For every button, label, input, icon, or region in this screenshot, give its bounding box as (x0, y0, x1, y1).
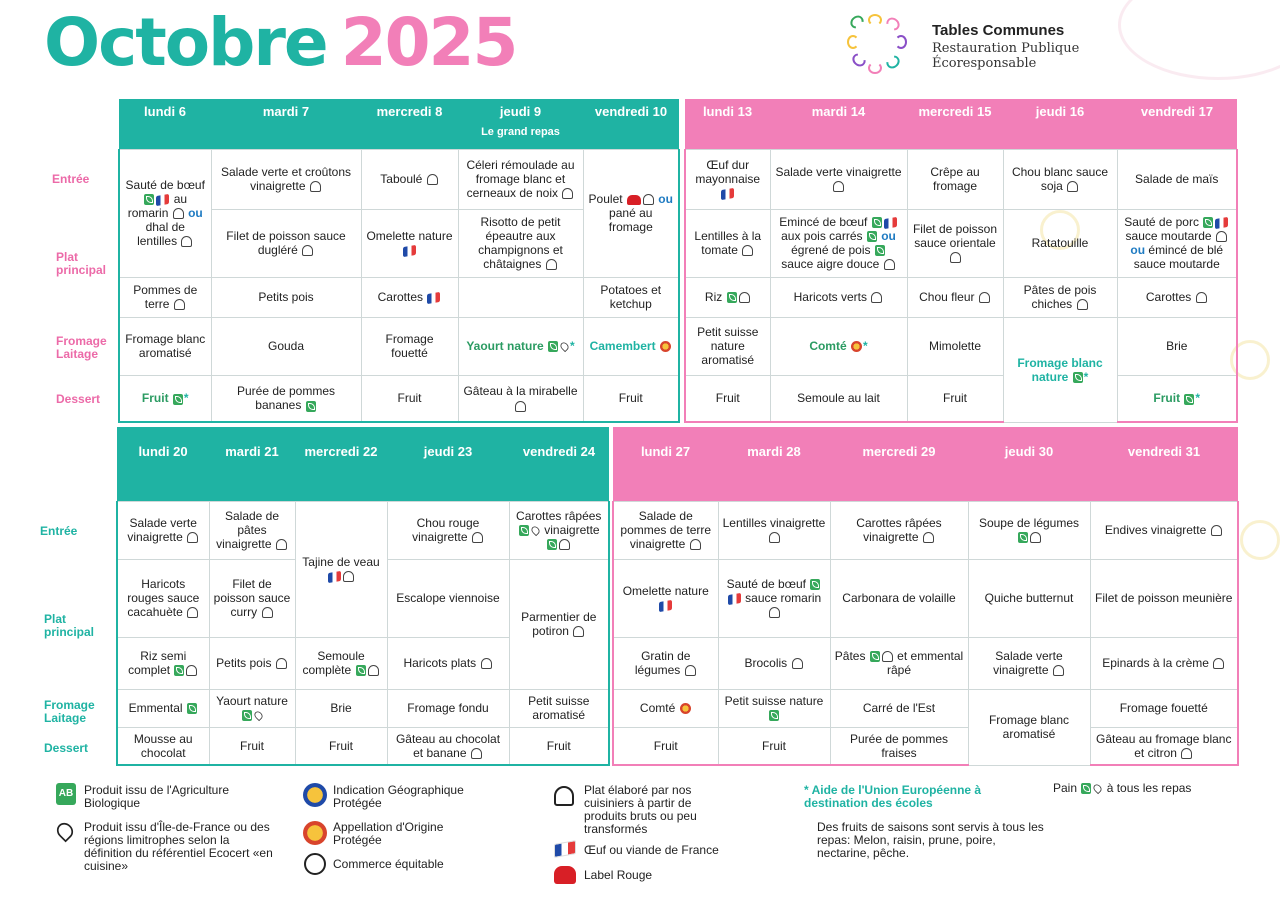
menu-cell: Haricots rouges sauce cacahuète (117, 559, 209, 637)
menu-cell: Taboulé (361, 149, 458, 209)
menu-cell: Salade verte vinaigrette (968, 637, 1090, 689)
entree-row (119, 149, 1237, 209)
bio-icon (356, 665, 366, 676)
menu-cell: Filet de poisson sauce orientale (907, 209, 1003, 277)
chef-hat-icon (559, 539, 570, 550)
eu-star-icon: * (1195, 391, 1201, 406)
bio-icon (174, 665, 184, 676)
menu-cell: Comté (613, 689, 718, 727)
bio-icon (144, 194, 154, 205)
bio-icon (187, 703, 197, 714)
menu-cell: Mousse au chocolat (117, 727, 209, 765)
day-header: jeudi 16 (1003, 99, 1117, 149)
bio-icon: AB (56, 783, 76, 805)
menu-cell: Fromage fouetté (361, 317, 458, 375)
menu-cell: Carottes râpées vinaigrette (830, 501, 968, 559)
chef-hat-icon (871, 292, 882, 303)
legend-bio: Produit issu de l'Agriculture Biologique (84, 783, 230, 810)
location-pin-icon (530, 525, 541, 536)
menu-cell: Quiche butternut (968, 559, 1090, 637)
eu-star-icon: * (863, 339, 868, 353)
menu-cell: Gouda (211, 317, 361, 375)
eu-star-icon: * (183, 391, 189, 406)
france-flag-icon (427, 292, 440, 304)
menu-cell: Yaourt nature (209, 689, 295, 727)
day-header: jeudi 30 (968, 427, 1090, 501)
chef-hat-icon (276, 658, 287, 669)
bio-icon (1081, 783, 1091, 794)
chef-hat-icon (769, 607, 780, 618)
france-flag-icon (721, 188, 734, 200)
brand-block (848, 14, 1108, 80)
menu-cell: Fruit (718, 727, 830, 765)
menu-cell: Fromage blanc aromatisé (968, 689, 1090, 765)
menu-cell: Salade verte vinaigrette (117, 501, 209, 559)
menu-cell: Gâteau à la mirabelle (458, 375, 583, 422)
menu-cell: Fruit (613, 727, 718, 765)
menu-cell: Carottes râpées vinaigrette (509, 501, 609, 559)
menu-cell: Omelette nature (613, 559, 718, 637)
menu-cell: Filet de poisson sauce dugléré (211, 209, 361, 277)
tables-communes-logo (848, 14, 914, 80)
chef-hat-icon (1030, 532, 1041, 543)
menu-cell: Gâteau au chocolat et banane (387, 727, 509, 765)
year-title: 2025 (340, 4, 517, 81)
menu-cell: Omelette nature (361, 209, 458, 277)
chef-hat-icon (1067, 181, 1078, 192)
menu-cell: Comté * (770, 317, 907, 375)
bio-icon (1203, 217, 1213, 228)
chef-hat-icon (262, 607, 273, 618)
menu-cell: Salade de pâtes vinaigrette (209, 501, 295, 559)
chef-hat-icon (882, 651, 893, 662)
menu-cell: Fruit (583, 375, 679, 422)
menu-cell: Brie (295, 689, 387, 727)
row-label-plat: Plat principal (44, 612, 95, 639)
day-header: mercredi 8 (361, 99, 458, 149)
menu-cell: Mimolette (907, 317, 1003, 375)
menu-cell: Chou blanc sauce soja (1003, 149, 1117, 209)
day-header: mardi 14 (770, 99, 907, 149)
bio-icon (872, 217, 882, 228)
legend-fruits: Des fruits de saisons sont servis à tous les repas: Melon, raisin, prune, poire, nectarine, pêche. (817, 820, 1044, 860)
france-flag-icon (728, 593, 741, 605)
menu-cell: Riz semi complet (117, 637, 209, 689)
chef-hat-icon (310, 181, 321, 192)
garniture-row (119, 277, 1237, 317)
menu-cell: Crêpe au fromage (907, 149, 1003, 209)
menu-cell: Fruit (361, 375, 458, 422)
eu-star-icon: * (1083, 369, 1089, 384)
aop-icon (680, 703, 691, 714)
menu-cell: Camembert (583, 317, 679, 375)
france-flag-icon (403, 245, 416, 257)
brand-name: Tables Communes (932, 22, 1065, 39)
menu-cell: Fruit (295, 727, 387, 765)
bio-icon (810, 579, 820, 590)
menu-cell: Tajine de veau (295, 501, 387, 637)
menu-cell: Poulet ou pané au fromage (583, 149, 679, 277)
chef-hat-icon (174, 299, 185, 310)
location-pin-icon (252, 710, 263, 721)
france-flag-icon (156, 194, 169, 206)
menu-cell: Fromage blanc aromatisé (119, 317, 211, 375)
bio-icon (547, 539, 557, 550)
menu-cell: Salade de pommes de terre vinaigrette (613, 501, 718, 559)
day-header: mercredi 29 (830, 427, 968, 501)
menu-cell: Epinards à la crème (1090, 637, 1238, 689)
chef-hat-icon (1196, 292, 1207, 303)
menu-cell: Fruit (685, 375, 770, 422)
bio-icon (1073, 372, 1083, 383)
chef-hat-icon (950, 252, 961, 263)
bio-icon (242, 710, 252, 721)
chef-hat-icon (186, 665, 197, 676)
menu-cell: Endives vinaigrette (1090, 501, 1238, 559)
fromage-row (119, 317, 1237, 375)
row-label-dessert: Dessert (44, 741, 89, 755)
menu-cell: Pommes de terre (119, 277, 211, 317)
legend-aop: Appellation d'Origine Protégée (333, 820, 444, 847)
menu-cell: Salade de maïs (1117, 149, 1237, 209)
chef-hat-icon (769, 532, 780, 543)
menu-cell: Ratatouille (1003, 209, 1117, 277)
legend-eu: * Aide de l'Union Européenne à destination des écoles (804, 783, 982, 810)
chef-hat-icon (573, 626, 584, 637)
bio-icon (173, 394, 183, 405)
chef-hat-icon (173, 208, 184, 219)
chef-hat-icon (1211, 525, 1222, 536)
menu-cell: Purée de pommes fraises (830, 727, 968, 765)
menu-table-weeks-1-2 (118, 99, 1238, 423)
menu-cell: Carottes (1117, 277, 1237, 317)
bio-icon (519, 525, 529, 536)
day-header: lundi 20 (117, 427, 209, 501)
menu-cell: Sauté de porc sauce moutarde ou émincé de blé sauce moutarde (1117, 209, 1237, 277)
page-title (44, 4, 517, 81)
row-label-entree: Entrée (40, 524, 78, 538)
chef-hat-icon (481, 658, 492, 669)
location-pin-icon (559, 341, 570, 352)
menu-cell: Brocolis (718, 637, 830, 689)
chef-hat-icon (546, 259, 557, 270)
chef-hat-icon (343, 571, 354, 582)
decorative-ring (1240, 520, 1280, 560)
fromage-row (117, 689, 1238, 727)
menu-cell: Pâtes de pois chiches (1003, 277, 1117, 317)
day-header-row (117, 427, 1238, 501)
aop-icon (303, 821, 327, 845)
menu-cell: Sauté de bœuf sauce romarin (718, 559, 830, 637)
location-pin-icon (1092, 783, 1103, 794)
menu-cell: Semoule complète (295, 637, 387, 689)
france-flag-icon (554, 840, 576, 858)
menu-cell: Œuf dur mayonnaise (685, 149, 770, 209)
menu-cell: Gratin de légumes (613, 637, 718, 689)
day-header: lundi 13 (685, 99, 770, 149)
menu-cell: Fromage blanc nature * (1003, 317, 1117, 422)
menu-cell: Gâteau au fromage blanc et citron (1090, 727, 1238, 765)
france-flag-icon (884, 217, 897, 229)
chef-hat-icon (742, 245, 753, 256)
chef-hat-icon (276, 539, 287, 550)
menu-cell: Filet de poisson sauce curry (209, 559, 295, 637)
menu-cell: Semoule au lait (770, 375, 907, 422)
day-header: jeudi 23 (387, 427, 509, 501)
day-header: lundi 6 (119, 99, 211, 149)
menu-cell: Fromage fondu (387, 689, 509, 727)
brand-subtitle: Restauration Publique Écoresponsable (932, 41, 1080, 71)
chef-hat-icon (1181, 748, 1192, 759)
menu-cell: Haricots verts (770, 277, 907, 317)
menu-cell: Risotto de petit épeautre aux champignons et châtaignes (458, 209, 583, 277)
france-flag-icon (328, 571, 341, 583)
chef-hat-icon (302, 245, 313, 256)
menu-cell: Soupe de légumes (968, 501, 1090, 559)
menu-cell: Salade verte vinaigrette (770, 149, 907, 209)
menu-cell: Pâtes et emmental râpé (830, 637, 968, 689)
day-header-row (119, 99, 1237, 149)
menu-cell: Fromage fouetté (1090, 689, 1238, 727)
chef-hat-icon (685, 665, 696, 676)
menu-cell: Escalope viennoise (387, 559, 509, 637)
menu-cell: Chou rouge vinaigrette (387, 501, 509, 559)
menu-table-weeks-3-4 (116, 427, 1239, 766)
chef-hat-icon (643, 194, 654, 205)
menu-cell: Carré de l'Est (830, 689, 968, 727)
bio-icon (727, 292, 737, 303)
menu-cell: Fruit (907, 375, 1003, 422)
menu-cell: Lentilles vinaigrette (718, 501, 830, 559)
day-header: lundi 27 (613, 427, 718, 501)
menu-cell: Fruit (509, 727, 609, 765)
menu-cell: Petits pois (211, 277, 361, 317)
menu-cell: Parmentier de potiron (509, 559, 609, 689)
label-rouge-icon (554, 866, 576, 884)
row-label-entree: Entrée (52, 172, 90, 186)
legend-fr: Œuf ou viande de France (584, 843, 719, 857)
menu-cell: Fruit * (119, 375, 211, 422)
chef-hat-icon (181, 236, 192, 247)
location-pin-icon (54, 820, 77, 843)
menu-cell: Brie (1117, 317, 1237, 375)
fair-trade-icon (304, 853, 326, 875)
chef-hat-icon (515, 401, 526, 412)
day-header: mardi 21 (209, 427, 295, 501)
legend-lr: Label Rouge (584, 868, 653, 882)
france-flag-icon (1215, 217, 1228, 229)
menu-cell: Potatoes et ketchup (583, 277, 679, 317)
menu-cell: Petit suisse nature aromatisé (685, 317, 770, 375)
menu-cell: Carbonara de volaille (830, 559, 968, 637)
chef-hat-icon (1053, 665, 1064, 676)
bio-icon (306, 401, 316, 412)
menu-cell: Carottes (361, 277, 458, 317)
chef-hat-icon (690, 539, 701, 550)
legend-idf: Produit issu d'Île-de-France ou des régions limitrophes selon la définition du référentiel Ecocert «en cuisine» (84, 820, 273, 873)
eu-star-icon: * (804, 783, 809, 797)
chef-hat-icon (554, 786, 574, 806)
menu-cell: Riz (685, 277, 770, 317)
day-header: mercredi 22 (295, 427, 387, 501)
eu-star-icon: * (570, 339, 575, 353)
aop-icon (851, 341, 862, 352)
menu-cell: Chou fleur (907, 277, 1003, 317)
chef-hat-icon (471, 748, 482, 759)
month-title: Octobre (44, 4, 327, 81)
menu-cell: Sauté de bœuf au romarin ou dhal de lentilles (119, 149, 211, 277)
row-label-dessert: Dessert (56, 392, 101, 406)
chef-hat-icon (187, 607, 198, 618)
legend-ce: Commerce équitable (333, 857, 444, 871)
day-header: vendredi 17 (1117, 99, 1237, 149)
menu-cell: Petit suisse aromatisé (509, 689, 609, 727)
chef-hat-icon (1077, 299, 1088, 310)
menu-cell: Fruit * (1117, 375, 1237, 422)
menu-cell: Salade verte et croûtons vinaigrette (211, 149, 361, 209)
menu-cell: Céleri rémoulade au fromage blanc et cerneaux de noix (458, 149, 583, 209)
day-header: vendredi 31 (1090, 427, 1238, 501)
menu-cell: Filet de poisson meunière (1090, 559, 1238, 637)
chef-hat-icon (833, 181, 844, 192)
chef-hat-icon (884, 259, 895, 270)
menu-cell: Petits pois (209, 637, 295, 689)
bio-icon (548, 341, 558, 352)
day-header: mercredi 15 (907, 99, 1003, 149)
menu-cell: Emmental (117, 689, 209, 727)
menu-cell: Yaourt nature * (458, 317, 583, 375)
garniture-row (117, 637, 1238, 689)
chef-hat-icon (979, 292, 990, 303)
bio-icon (1018, 532, 1028, 543)
chef-hat-icon (792, 658, 803, 669)
chef-hat-icon (1216, 231, 1227, 242)
day-header: vendredi 10 (583, 99, 679, 149)
france-flag-icon (659, 600, 672, 612)
row-label-fromage: Fromage Laitage (56, 334, 107, 361)
chef-hat-icon (1213, 658, 1224, 669)
day-header: mardi 7 (211, 99, 361, 149)
menu-cell: Fruit (209, 727, 295, 765)
menu-cell: Petit suisse nature (718, 689, 830, 727)
decorative-ring (1118, 0, 1280, 80)
menu-cell: Purée de pommes bananes (211, 375, 361, 422)
day-header: vendredi 24 (509, 427, 609, 501)
day-header: mardi 28 (718, 427, 830, 501)
chef-hat-icon (562, 188, 573, 199)
menu-cell: Haricots plats (387, 637, 509, 689)
entree-row (117, 501, 1238, 559)
chef-hat-icon (187, 532, 198, 543)
grand-repas-note: Le grand repas (481, 126, 560, 138)
plat-row (117, 559, 1238, 637)
bio-icon (875, 245, 885, 256)
day-header: jeudi 9 Le grand repas (458, 99, 583, 149)
aop-icon (660, 341, 671, 352)
chef-hat-icon (368, 665, 379, 676)
bio-icon (769, 710, 779, 721)
row-label-plat: Plat principal (56, 250, 107, 277)
row-label-fromage: Fromage Laitage (44, 698, 95, 725)
chef-hat-icon (923, 532, 934, 543)
chef-hat-icon (427, 174, 438, 185)
bio-icon (1184, 394, 1194, 405)
legend-pain: Pain à tous les repas (1053, 781, 1192, 795)
chef-hat-icon (472, 532, 483, 543)
menu-cell: Lentilles à la tomate (685, 209, 770, 277)
chef-hat-icon (739, 292, 750, 303)
menu-cell (458, 277, 583, 317)
legend-chef: Plat élaboré par nos cuisiniers à partir de produits bruts ou peu transformés (584, 783, 697, 836)
igp-icon (303, 783, 327, 807)
bio-icon (870, 651, 880, 662)
label-rouge-icon (627, 195, 641, 205)
bio-icon (867, 231, 877, 242)
menu-cell: Emincé de bœuf aux pois carrés ou égrené de pois sauce aigre douce (770, 209, 907, 277)
legend-igp: Indication Géographique Protégée (333, 783, 464, 810)
